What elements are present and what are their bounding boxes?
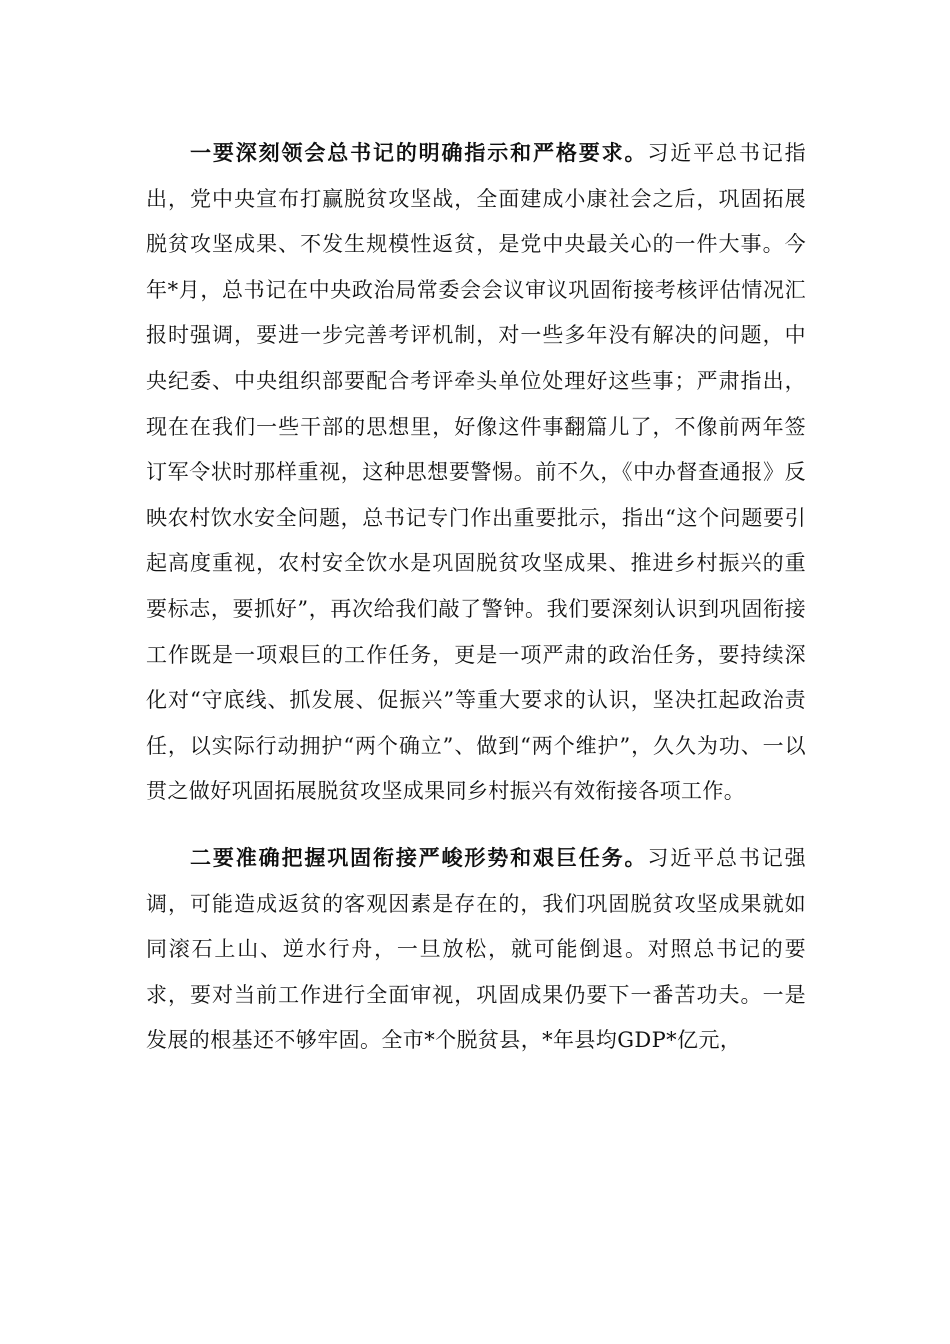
paragraph-2-heading: 二要准确把握巩固衔接严峻形势和艰巨任务。 <box>190 844 648 870</box>
paragraph-1 <box>146 130 806 815</box>
paragraph-2-text: 习近平总书记强调，可能造成返贫的客观因素是存在的，我们巩固脱贫攻坚成果就如同滚石上山、逆水行舟，一旦放松，就可能倒退。对照总书记的要求，要对当前工作进行全面审视，巩固成果仍要下一番苦功夫。一是发展的根基还不够牢固。全市*个脱贫县，*年县均GDP*亿元， <box>146 845 806 1053</box>
paragraph-1-heading: 一要深刻领会总书记的明确指示和严格要求。 <box>190 140 648 165</box>
paragraph-1-text: 习近平总书记指出，党中央宣布打赢脱贫攻坚战，全面建成小康社会之后，巩固拓展脱贫攻坚成果、不发生规模性返贫，是党中央最关心的一件大事。今年*月，总书记在中央政治局常委会会议审议巩固衔接考核评估情况汇报时强调，要进一步完善考评机制，对一些多年没有解决的问题，中央纪委、中央组织部要配合考评牵头单位处理好这些事；严肃指出，现在在我们一些干部的思想里，好像这件事翻篇儿了，不像前两年签订军令状时那样重视，这种思想要警惕。前不久，《中办督查通报》反映农村饮水安全问题，总书记专门作出重要批示，指出“这个问题要引起高度重视，农村安全饮水是巩固脱贫攻坚成果、推进乡村振兴的重要标志，要抓好”，再次给我们敲了警钟。我们要深刻认识到巩固衔接工作既是一项艰巨的工作任务，更是一项严肃的政治任务，要持续深化对“守底线、抓发展、促振兴”等重大要求的认识，坚决扛起政治责任，以实际行动拥护“两个确立”、做到“两个维护”，久久为功、一以贯之做好巩固拓展脱贫攻坚成果同乡村振兴有效衔接各项工作。 <box>146 141 806 804</box>
paragraph-2 <box>146 835 806 1064</box>
document-body <box>146 130 806 1064</box>
